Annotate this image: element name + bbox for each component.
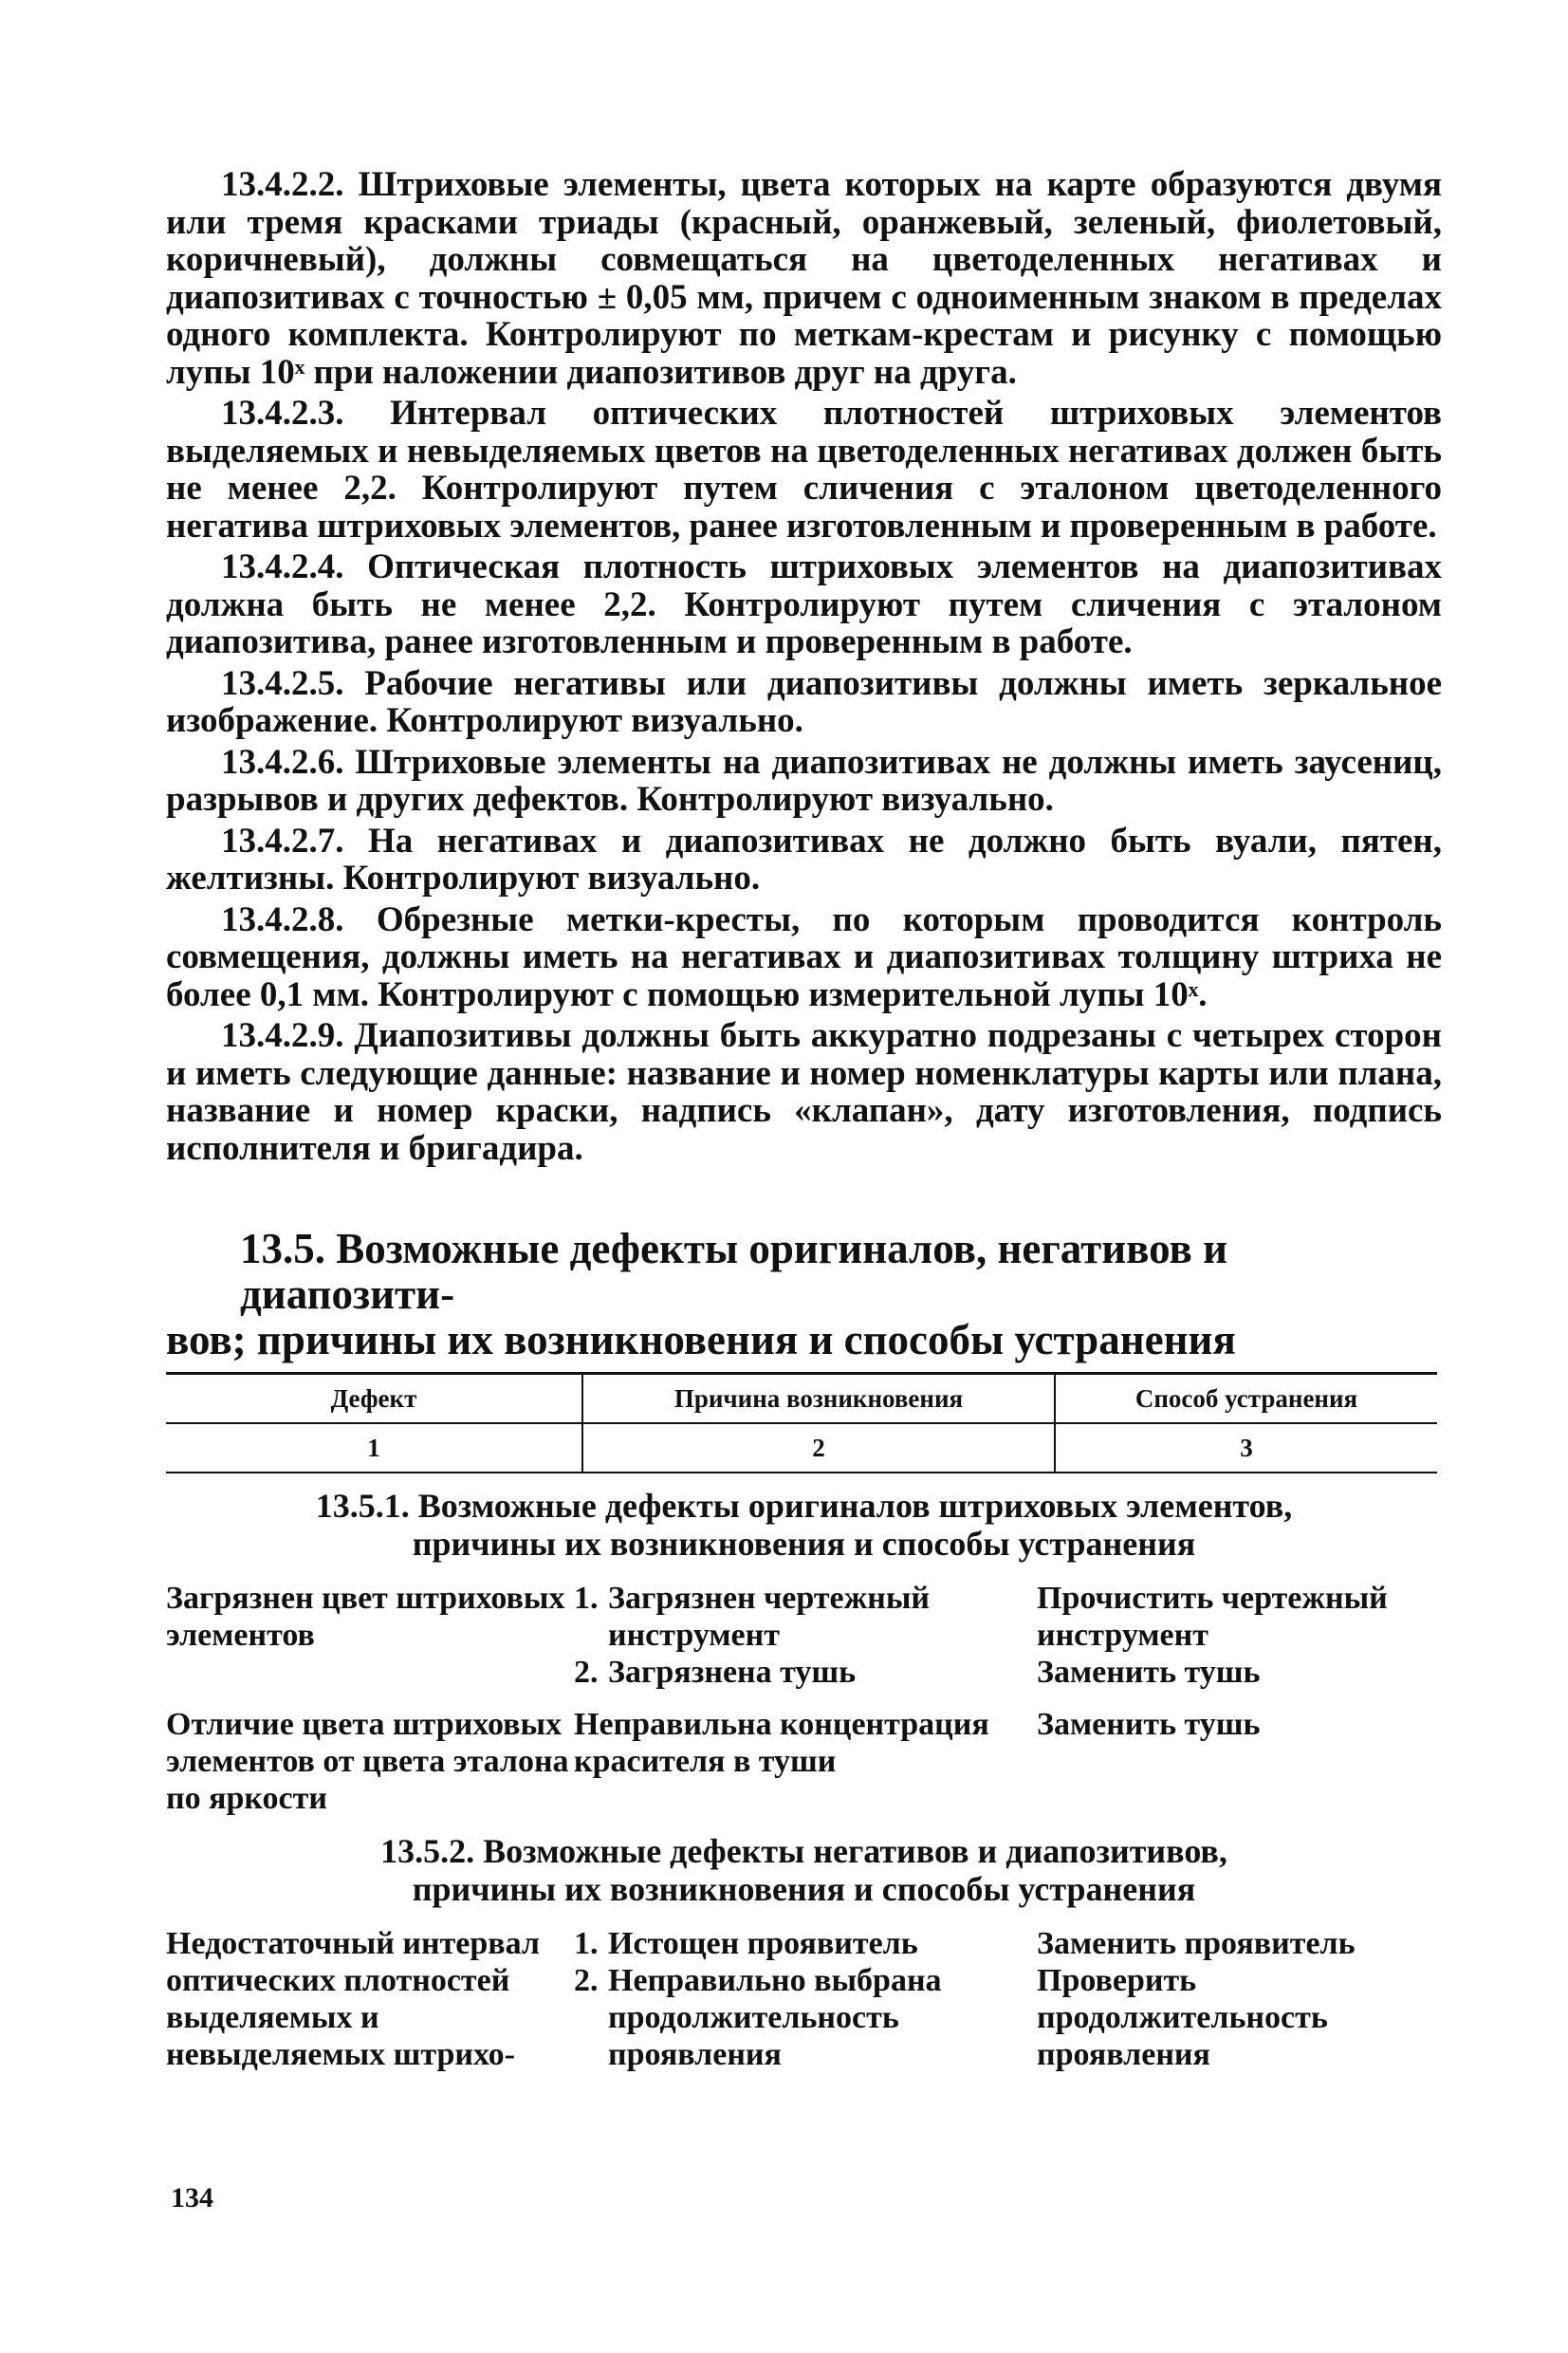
- paragraph: 13.4.2.3. Интервал оптических плотностей штриховых элементов выделяемых и невыделяемых цветов на цветоделенных негативах должен быть не менее 2,2. Контролируют путем сличения с эталоном цветоделенного негатива штриховых элементов, ранее изготовленным и проверенным в работе.: [166, 394, 1442, 546]
- paragraph: 13.4.2.7. На негативах и диапозитивах не должно быть вуали, пятен, желтизны. Контролируют визуально.: [166, 821, 1442, 898]
- remedy-text: Заменить проявитель: [1037, 1926, 1356, 1961]
- cause-number: 2.: [574, 1655, 599, 1690]
- cause-cell: [574, 1580, 1037, 1691]
- defect-cell: Загрязнен цвет штриховых элементов: [166, 1581, 565, 1653]
- cause-text: Загрязнена тушь: [608, 1655, 857, 1690]
- page-content: [166, 166, 1442, 2088]
- cause-text: Неправильно выбрана продолжительность проявления: [608, 1963, 942, 2072]
- column-number: 3: [1055, 1423, 1437, 1473]
- paragraph: 13.4.2.6. Штриховые элементы на диапозитивах не должны иметь заусениц, разрывов и других дефектов. Контролируют визуально.: [166, 742, 1442, 819]
- subsection-title-line: 13.5.2. Возможные дефекты негативов и диапозитивов,: [380, 1832, 1227, 1870]
- column-number: 2: [582, 1423, 1055, 1473]
- table-header: [166, 1372, 1437, 1473]
- page-number: 134: [171, 2182, 213, 2214]
- column-header-cause: Причина возникновения: [582, 1374, 1055, 1424]
- cause-item: [574, 1580, 1037, 1654]
- remedy-cell: [1037, 1706, 1426, 1817]
- defect-cell: Отличие цвета штриховых элементов от цвета эталона по яркости: [166, 1707, 569, 1816]
- subsection-title: [166, 1487, 1442, 1563]
- table-row: [166, 1706, 1442, 1817]
- cause-text: Загрязнен чертежный инструмент: [608, 1581, 931, 1653]
- table-row: [166, 1925, 1442, 2073]
- cause-number: 2.: [574, 1963, 599, 1998]
- cause-number: 1.: [574, 1926, 599, 1961]
- subsection-title-line: причины их возникновения и способы устранения: [412, 1870, 1196, 1908]
- paragraph: 13.4.2.9. Диапозитивы должны быть аккуратно подрезаны с четырех сторон и иметь следующие данные: название и номер номенклатуры карты или плана, название и номер краски, надпись «клапан», дату изготовления, подпись исполнителя и бригадира.: [166, 1016, 1442, 1168]
- column-header-defect: Дефект: [166, 1374, 582, 1424]
- cause-cell: [574, 1925, 1037, 2073]
- cause-text: Неправильна концентрация красителя в туши: [574, 1707, 989, 1779]
- remedy-text: Заменить тушь: [1037, 1655, 1261, 1690]
- section-title: [166, 1225, 1442, 1363]
- paragraph: 13.4.2.2. Штриховые элементы, цвета которых на карте образуются двумя или тремя красками триады (красный, оранжевый, зеленый, фиолетовый, коричневый), должны совмещаться на цветоделенных негативах и диапозитивах с точностью ± 0,05 мм, причем с одноименным знаком в пределах одного комплекта. Контролируют по меткам-крестам и рисунку с помощью лупы 10ˣ при наложении диапозитивов друг на друга.: [166, 165, 1442, 392]
- paragraph: 13.4.2.8. Обрезные метки-кресты, по которым проводится контроль совмещения, должны иметь на негативах и диапозитивах толщину штриха не более 0,1 мм. Контролируют с помощью измерительной лупы 10ˣ.: [166, 899, 1442, 1014]
- subsection-title-line: причины их возникновения и способы устранения: [412, 1525, 1196, 1563]
- remedy-cell: [1037, 1925, 1426, 2073]
- paragraph: 13.4.2.4. Оптическая плотность штриховых элементов на диапозитивах должна быть не менее 2,2. Контролируют путем сличения с эталоном диапозитива, ранее изготовленным и проверенным в работе.: [166, 547, 1442, 661]
- cause-item: [574, 1706, 1037, 1780]
- column-header-remedy: Способ устранения: [1055, 1374, 1437, 1424]
- cause-number: 1.: [574, 1581, 599, 1616]
- cause-cell: [574, 1706, 1037, 1817]
- subsection-title: [166, 1832, 1442, 1908]
- cause-item: [574, 1925, 1037, 1962]
- cause-item: [574, 1962, 1037, 2073]
- remedy-text: Заменить тушь: [1037, 1707, 1261, 1742]
- remedy-text: Прочистить чертежный инструмент: [1037, 1581, 1388, 1653]
- remedy-text: Проверить продолжительность проявления: [1037, 1963, 1328, 2072]
- subsection-title-line: 13.5.1. Возможные дефекты оригиналов штриховых элементов,: [315, 1487, 1293, 1525]
- section-title-line: вов; причины их возникновения и способы устранения: [166, 1316, 1236, 1363]
- column-number: 1: [166, 1423, 582, 1473]
- defect-cell: Недостаточный интервал оптических плотностей выделяемых и невыделяемых штрихо-: [166, 1926, 541, 2072]
- cause-text: Истощен проявитель: [608, 1926, 918, 1961]
- section-title-line: 13.5. Возможные дефекты оригиналов, негативов и диапозити-: [240, 1225, 1227, 1318]
- paragraph: 13.4.2.5. Рабочие негативы или диапозитивы должны иметь зеркальное изображение. Контролируют визуально.: [166, 663, 1442, 740]
- table-row: [166, 1580, 1442, 1691]
- remedy-cell: [1037, 1580, 1426, 1691]
- cause-item: [574, 1654, 1037, 1691]
